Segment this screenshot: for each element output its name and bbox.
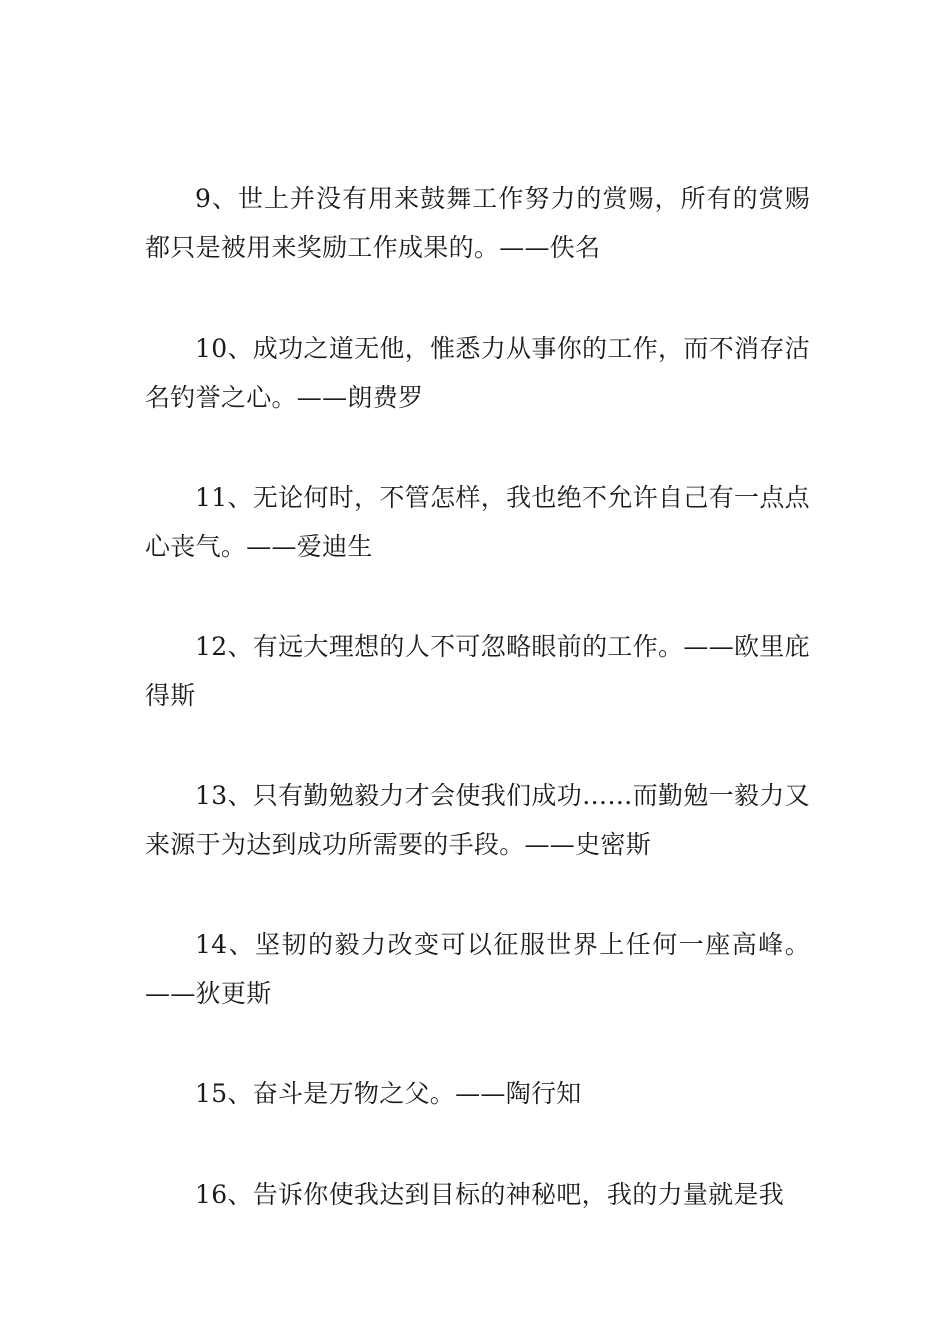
quote-15: 15、奋斗是万物之父。——陶行知: [195, 1079, 582, 1108]
quote-11: 11、无论何时，不管怎样，我也绝不允许自己有一点点心丧气。——爱迪生: [145, 483, 810, 561]
quote-12: 12、有远大理想的人不可忽略眼前的工作。——欧里庇得斯: [145, 632, 810, 710]
quote-9: 9、世上并没有用来鼓舞工作努力的赏赐，所有的赏赐都只是被用来奖励工作成果的。——佚名: [145, 184, 810, 262]
quote-14: 14、坚韧的毅力改变可以征服世界上任何一座高峰。——狄更斯: [145, 930, 810, 1008]
quote-13: 13、只有勤勉毅力才会使我们成功……而勤勉一毅力又来源于为达到成功所需要的手段。——史密斯: [145, 781, 810, 859]
quote-10: 10、成功之道无他，惟悉力从事你的工作，而不消存沽名钓誉之心。——朗费罗: [145, 334, 810, 412]
quote-16: 16、告诉你使我达到目标的神秘吧，我的力量就是我: [195, 1180, 785, 1209]
